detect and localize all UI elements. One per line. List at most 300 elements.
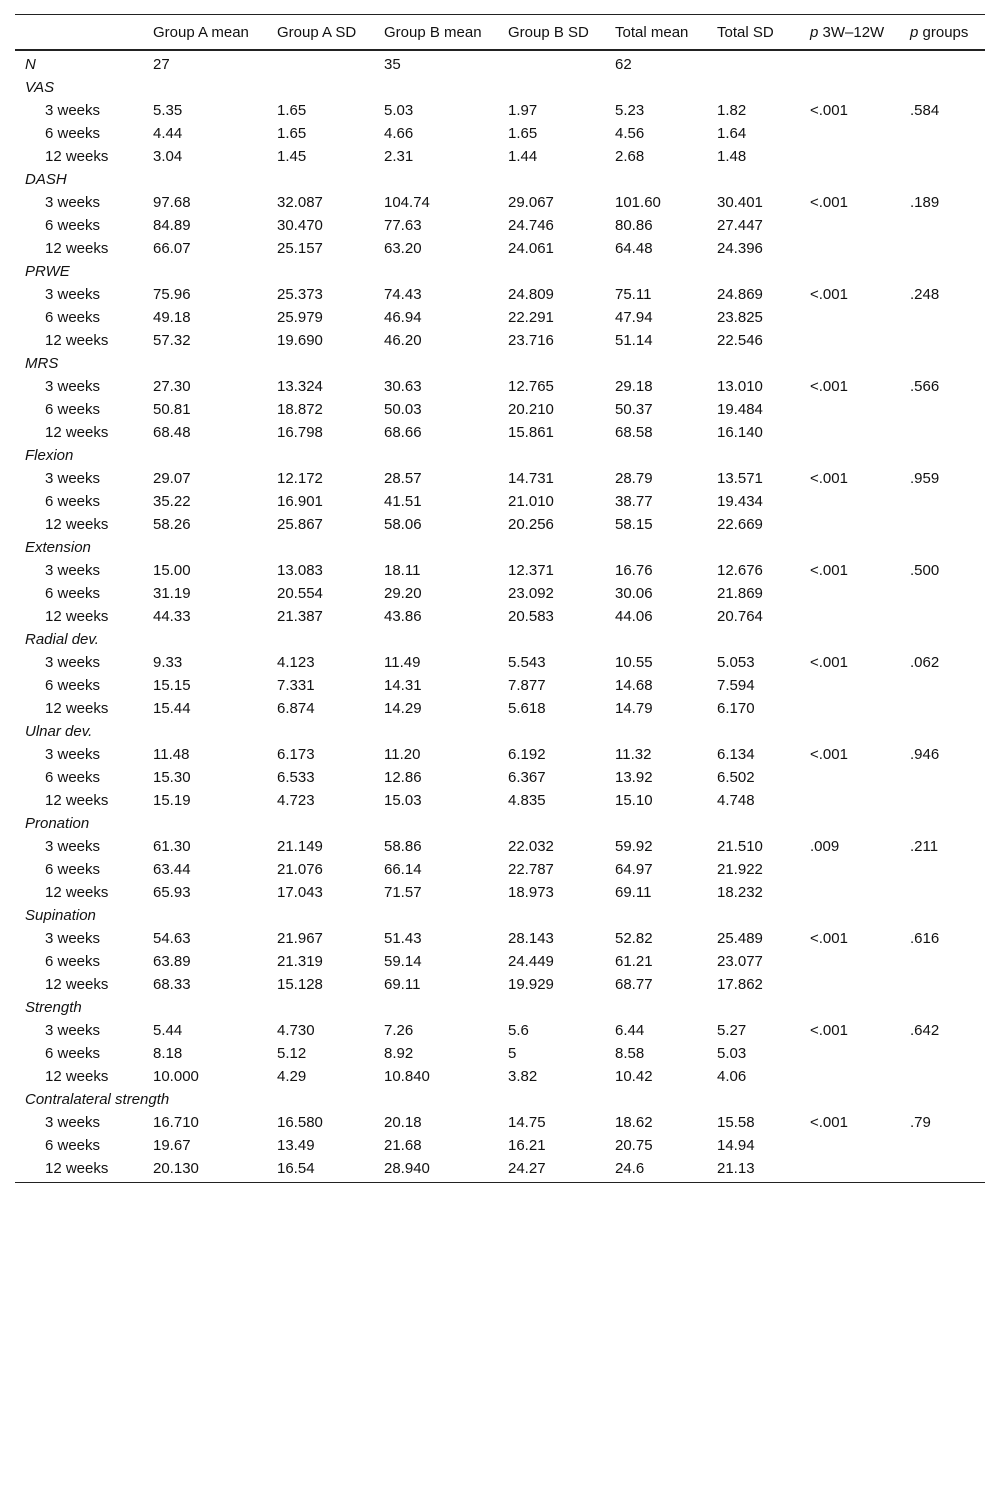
table-cell: 1.65 (277, 125, 307, 142)
table-cell (900, 513, 985, 536)
table-cell: 13.010 (717, 378, 763, 395)
table-row (15, 398, 985, 421)
timepoint-label: 6 weeks (45, 401, 101, 418)
table-cell: 5.03 (384, 102, 414, 119)
timepoint-label: 12 weeks (45, 1160, 109, 1177)
table-cell: <.001 (810, 378, 848, 395)
column-header (498, 15, 605, 51)
table-cell (900, 605, 985, 628)
table-cell (900, 306, 985, 329)
table-cell: 21.319 (277, 953, 323, 970)
table-cell: 13.083 (277, 562, 323, 579)
table-cell: 5.618 (508, 700, 546, 717)
timepoint-label: 6 weeks (45, 1045, 101, 1062)
table-cell: .959 (910, 470, 940, 487)
table-cell: <.001 (810, 470, 848, 487)
table-cell (800, 789, 900, 812)
table-cell: 74.43 (384, 286, 422, 303)
group-row (15, 904, 985, 927)
table-cell: 101.60 (615, 194, 661, 211)
table-row (15, 674, 985, 697)
table-cell: 29.07 (153, 470, 191, 487)
table-cell (800, 582, 900, 605)
table-cell: 13.92 (615, 769, 653, 786)
timepoint-label: 6 weeks (45, 493, 101, 510)
table-cell: 15.30 (153, 769, 191, 786)
table-cell: 13.49 (277, 1137, 315, 1154)
table-cell: 14.94 (717, 1137, 755, 1154)
group-label: Strength (25, 999, 82, 1016)
timepoint-label: 6 weeks (45, 769, 101, 786)
table-cell: 24.869 (717, 286, 763, 303)
table-cell: .189 (910, 194, 940, 211)
table-cell (800, 1042, 900, 1065)
results-table-container (15, 14, 985, 1183)
timepoint-label: 12 weeks (45, 1068, 109, 1085)
table-cell (900, 237, 985, 260)
column-header (15, 15, 143, 51)
table-cell (900, 122, 985, 145)
table-cell: 6.134 (717, 746, 755, 763)
table-cell: 16.901 (277, 493, 323, 510)
table-cell: 97.68 (153, 194, 191, 211)
table-cell: 19.484 (717, 401, 763, 418)
table-cell: 19.67 (153, 1137, 191, 1154)
group-row (15, 260, 985, 283)
p-symbol: p (910, 24, 919, 41)
table-cell (800, 490, 900, 513)
n-group-b: 35 (384, 56, 401, 73)
column-header-label: Group B SD (508, 24, 589, 41)
table-cell (800, 237, 900, 260)
table-cell: 69.11 (615, 884, 652, 901)
table-cell: 10.840 (384, 1068, 430, 1085)
timepoint-label: 12 weeks (45, 884, 109, 901)
table-cell: 5.27 (717, 1022, 747, 1039)
table-cell: 10.000 (153, 1068, 199, 1085)
table-cell: 5.543 (508, 654, 546, 671)
group-label: Contralateral strength (25, 1091, 170, 1108)
table-cell (900, 490, 985, 513)
table-cell: 21.149 (277, 838, 323, 855)
table-cell: .500 (910, 562, 940, 579)
table-cell: <.001 (810, 746, 848, 763)
table-row (15, 927, 985, 950)
table-cell: 4.56 (615, 125, 645, 142)
table-cell: 2.31 (384, 148, 414, 165)
table-cell: 15.03 (384, 792, 422, 809)
table-cell: .009 (810, 838, 840, 855)
table-cell: 16.54 (277, 1160, 315, 1177)
table-cell: 77.63 (384, 217, 422, 234)
table-row (15, 99, 985, 122)
column-header (143, 15, 267, 51)
table-cell: 20.75 (615, 1137, 653, 1154)
table-cell: 19.434 (717, 493, 763, 510)
column-header-label: 3W–12W (818, 24, 885, 41)
column-header-label: groups (918, 24, 969, 41)
table-cell: 75.96 (153, 286, 191, 303)
table-cell: <.001 (810, 102, 848, 119)
table-cell: 66.14 (384, 861, 422, 878)
table-cell: 44.33 (153, 608, 191, 625)
table-cell: 63.89 (153, 953, 191, 970)
table-row (15, 283, 985, 306)
column-header (605, 15, 707, 51)
timepoint-label: 6 weeks (45, 309, 101, 326)
table-cell: 14.31 (384, 677, 422, 694)
table-row (15, 1111, 985, 1134)
table-cell: 22.546 (717, 332, 763, 349)
table-cell: 6.502 (717, 769, 755, 786)
table-cell: 3.04 (153, 148, 183, 165)
table-cell: 4.29 (277, 1068, 307, 1085)
table-cell: 68.33 (153, 976, 191, 993)
table-cell: 18.11 (384, 562, 421, 579)
table-cell: 8.58 (615, 1045, 645, 1062)
table-cell: 30.401 (717, 194, 763, 211)
table-cell (800, 858, 900, 881)
table-row (15, 421, 985, 444)
timepoint-label: 3 weeks (45, 378, 101, 395)
table-cell: 44.06 (615, 608, 653, 625)
table-cell: 4.835 (508, 792, 546, 809)
table-cell (800, 513, 900, 536)
table-cell: 6.170 (717, 700, 755, 717)
table-cell (800, 950, 900, 973)
column-header (800, 15, 900, 51)
table-cell: 20.764 (717, 608, 763, 625)
table-cell: 51.14 (615, 332, 653, 349)
table-cell: 19.929 (508, 976, 554, 993)
table-cell: 5.03 (717, 1045, 747, 1062)
table-cell: 57.32 (153, 332, 191, 349)
table-cell: <.001 (810, 194, 848, 211)
table-cell: 1.65 (277, 102, 307, 119)
group-row (15, 168, 985, 191)
group-row (15, 720, 985, 743)
table-row (15, 1065, 985, 1088)
table-cell: 21.869 (717, 585, 763, 602)
table-cell (900, 881, 985, 904)
group-label: Supination (25, 907, 96, 924)
table-cell: 15.861 (508, 424, 554, 441)
table-cell (900, 1042, 985, 1065)
table-row (15, 582, 985, 605)
table-cell: 16.580 (277, 1114, 323, 1131)
table-cell: 30.06 (615, 585, 653, 602)
table-cell: 52.82 (615, 930, 653, 947)
table-row (15, 766, 985, 789)
table-cell: 65.93 (153, 884, 191, 901)
table-cell (800, 1065, 900, 1088)
table-cell: 8.18 (153, 1045, 183, 1062)
table-cell: 16.140 (717, 424, 763, 441)
table-cell: 71.57 (384, 884, 422, 901)
table-cell: 5.35 (153, 102, 183, 119)
table-cell: .566 (910, 378, 940, 395)
table-cell: 27.30 (153, 378, 191, 395)
table-cell: 10.55 (615, 654, 653, 671)
table-cell: <.001 (810, 562, 848, 579)
table-cell (900, 1157, 985, 1183)
table-cell: 5.053 (717, 654, 755, 671)
column-header-label: Group B mean (384, 24, 482, 41)
table-cell: <.001 (810, 1114, 848, 1131)
timepoint-label: 12 weeks (45, 332, 109, 349)
table-cell: 50.81 (153, 401, 191, 418)
table-cell: 69.11 (384, 976, 421, 993)
timepoint-label: 12 weeks (45, 608, 109, 625)
table-cell: .062 (910, 654, 940, 671)
table-cell: 7.331 (277, 677, 315, 694)
table-cell: 27.447 (717, 217, 763, 234)
timepoint-label: 6 weeks (45, 217, 101, 234)
table-cell: 19.690 (277, 332, 323, 349)
timepoint-label: 3 weeks (45, 562, 101, 579)
table-cell: 47.94 (615, 309, 653, 326)
table-cell: 16.798 (277, 424, 323, 441)
table-cell: 5.23 (615, 102, 645, 119)
table-cell: 28.940 (384, 1160, 430, 1177)
table-cell: <.001 (810, 1022, 848, 1039)
table-cell: 59.92 (615, 838, 653, 855)
table-cell: 5 (508, 1045, 517, 1062)
table-cell: 24.061 (508, 240, 554, 257)
group-row (15, 76, 985, 99)
table-cell: 4.723 (277, 792, 315, 809)
column-header-label: Group A mean (153, 24, 249, 41)
table-cell (900, 145, 985, 168)
group-label: Flexion (25, 447, 74, 464)
table-cell: 28.143 (508, 930, 554, 947)
table-row (15, 191, 985, 214)
timepoint-label: 6 weeks (45, 125, 101, 142)
n-total: 62 (615, 56, 632, 73)
table-cell: .584 (910, 102, 940, 119)
table-cell: 58.26 (153, 516, 191, 533)
table-cell: 20.256 (508, 516, 554, 533)
table-cell (800, 881, 900, 904)
timepoint-label: 6 weeks (45, 677, 101, 694)
table-cell: 58.06 (384, 516, 422, 533)
table-cell: 23.716 (508, 332, 554, 349)
column-header-label: Total SD (717, 24, 774, 41)
table-cell: 6.874 (277, 700, 315, 717)
group-row (15, 536, 985, 559)
table-cell: 11.32 (615, 746, 652, 763)
table-cell (800, 674, 900, 697)
table-cell: 14.29 (384, 700, 422, 717)
table-row (15, 329, 985, 352)
table-cell: 5.44 (153, 1022, 183, 1039)
table-cell (800, 973, 900, 996)
table-cell: 15.00 (153, 562, 191, 579)
table-cell (900, 674, 985, 697)
table-cell: 54.63 (153, 930, 191, 947)
group-row (15, 628, 985, 651)
table-cell: 64.97 (615, 861, 653, 878)
table-cell: 25.373 (277, 286, 323, 303)
table-cell: 68.48 (153, 424, 191, 441)
table-cell (800, 766, 900, 789)
table-cell: .616 (910, 930, 940, 947)
table-cell: 1.65 (508, 125, 538, 142)
table-row (15, 858, 985, 881)
table-cell (800, 145, 900, 168)
table-cell: 21.967 (277, 930, 323, 947)
table-row (15, 145, 985, 168)
table-row (15, 651, 985, 674)
table-cell: 17.862 (717, 976, 763, 993)
table-cell: 13.324 (277, 378, 323, 395)
table-row (15, 1019, 985, 1042)
table-row (15, 306, 985, 329)
table-cell: 24.396 (717, 240, 763, 257)
table-cell: 2.68 (615, 148, 645, 165)
table-cell: 16.21 (508, 1137, 546, 1154)
table-cell: 11.49 (384, 654, 421, 671)
table-cell: 14.79 (615, 700, 653, 717)
results-table (15, 14, 985, 1183)
table-cell: 3.82 (508, 1068, 538, 1085)
table-cell: 50.03 (384, 401, 422, 418)
table-cell (900, 398, 985, 421)
table-cell: 16.710 (153, 1114, 199, 1131)
table-cell (800, 421, 900, 444)
table-cell: 16.76 (615, 562, 653, 579)
table-cell: 68.66 (384, 424, 422, 441)
table-row (15, 513, 985, 536)
table-cell: 10.42 (615, 1068, 653, 1085)
table-row (15, 214, 985, 237)
table-cell: .79 (910, 1114, 931, 1131)
table-cell: 66.07 (153, 240, 191, 257)
timepoint-label: 12 weeks (45, 700, 109, 717)
table-row (15, 1157, 985, 1183)
table-cell: 20.583 (508, 608, 554, 625)
table-cell: 12.172 (277, 470, 323, 487)
table-cell: 6.367 (508, 769, 546, 786)
table-row (15, 122, 985, 145)
n-label: N (25, 56, 36, 73)
table-cell: 20.554 (277, 585, 323, 602)
table-cell: 59.14 (384, 953, 422, 970)
table-cell: 20.18 (384, 1114, 422, 1131)
table-cell: 29.067 (508, 194, 554, 211)
table-cell: .248 (910, 286, 940, 303)
group-row (15, 352, 985, 375)
table-cell: 1.44 (508, 148, 538, 165)
column-header-label: Total mean (615, 24, 689, 41)
group-row (15, 1088, 985, 1111)
table-cell: 64.48 (615, 240, 653, 257)
n-row (15, 50, 985, 76)
column-header-label: Group A SD (277, 24, 357, 41)
table-row (15, 467, 985, 490)
table-cell: 12.765 (508, 378, 554, 395)
table-cell: 23.077 (717, 953, 763, 970)
table-cell: 58.86 (384, 838, 422, 855)
table-cell: 25.867 (277, 516, 323, 533)
column-header (267, 15, 374, 51)
table-cell (900, 1065, 985, 1088)
table-cell: 14.75 (508, 1114, 546, 1131)
table-row (15, 835, 985, 858)
table-cell: 6.192 (508, 746, 546, 763)
table-row (15, 950, 985, 973)
timepoint-label: 3 weeks (45, 746, 101, 763)
table-cell (900, 697, 985, 720)
table-cell: 21.13 (717, 1160, 755, 1177)
table-cell: .946 (910, 746, 940, 763)
table-cell: 5.6 (508, 1022, 529, 1039)
table-row (15, 375, 985, 398)
timepoint-label: 12 weeks (45, 516, 109, 533)
table-cell: 41.51 (384, 493, 422, 510)
table-cell (800, 122, 900, 145)
table-cell: 51.43 (384, 930, 422, 947)
table-cell: 25.489 (717, 930, 763, 947)
table-cell: 4.730 (277, 1022, 315, 1039)
table-cell: 21.076 (277, 861, 323, 878)
table-row (15, 697, 985, 720)
table-cell: 4.06 (717, 1068, 747, 1085)
table-cell: 21.510 (717, 838, 763, 855)
timepoint-label: 12 weeks (45, 792, 109, 809)
timepoint-label: 3 weeks (45, 930, 101, 947)
group-row (15, 812, 985, 835)
group-label: MRS (25, 355, 59, 372)
table-cell: 7.877 (508, 677, 546, 694)
table-cell: 25.979 (277, 309, 323, 326)
table-cell: 21.387 (277, 608, 323, 625)
header-row (15, 15, 985, 51)
table-cell: 18.232 (717, 884, 763, 901)
table-cell: 28.57 (384, 470, 422, 487)
table-cell: 4.748 (717, 792, 755, 809)
table-cell: 22.032 (508, 838, 554, 855)
table-cell: .642 (910, 1022, 940, 1039)
table-row (15, 1042, 985, 1065)
timepoint-label: 12 weeks (45, 976, 109, 993)
table-cell: 4.66 (384, 125, 414, 142)
group-label: VAS (25, 79, 55, 96)
table-cell: 38.77 (615, 493, 653, 510)
timepoint-label: 12 weeks (45, 240, 109, 257)
table-cell (800, 605, 900, 628)
table-cell: 43.86 (384, 608, 422, 625)
column-header (900, 15, 985, 51)
table-cell: 46.94 (384, 309, 422, 326)
table-cell: 18.872 (277, 401, 323, 418)
table-row (15, 789, 985, 812)
table-cell (800, 398, 900, 421)
table-cell: 24.27 (508, 1160, 546, 1177)
table-cell (900, 582, 985, 605)
table-cell (800, 306, 900, 329)
timepoint-label: 3 weeks (45, 1022, 101, 1039)
table-cell: 24.449 (508, 953, 554, 970)
table-cell: 15.44 (153, 700, 191, 717)
table-cell: 6.44 (615, 1022, 645, 1039)
table-row (15, 237, 985, 260)
table-cell: 6.173 (277, 746, 315, 763)
table-cell (900, 329, 985, 352)
table-cell: 58.15 (615, 516, 653, 533)
table-row (15, 490, 985, 513)
p-symbol: p (810, 24, 819, 41)
